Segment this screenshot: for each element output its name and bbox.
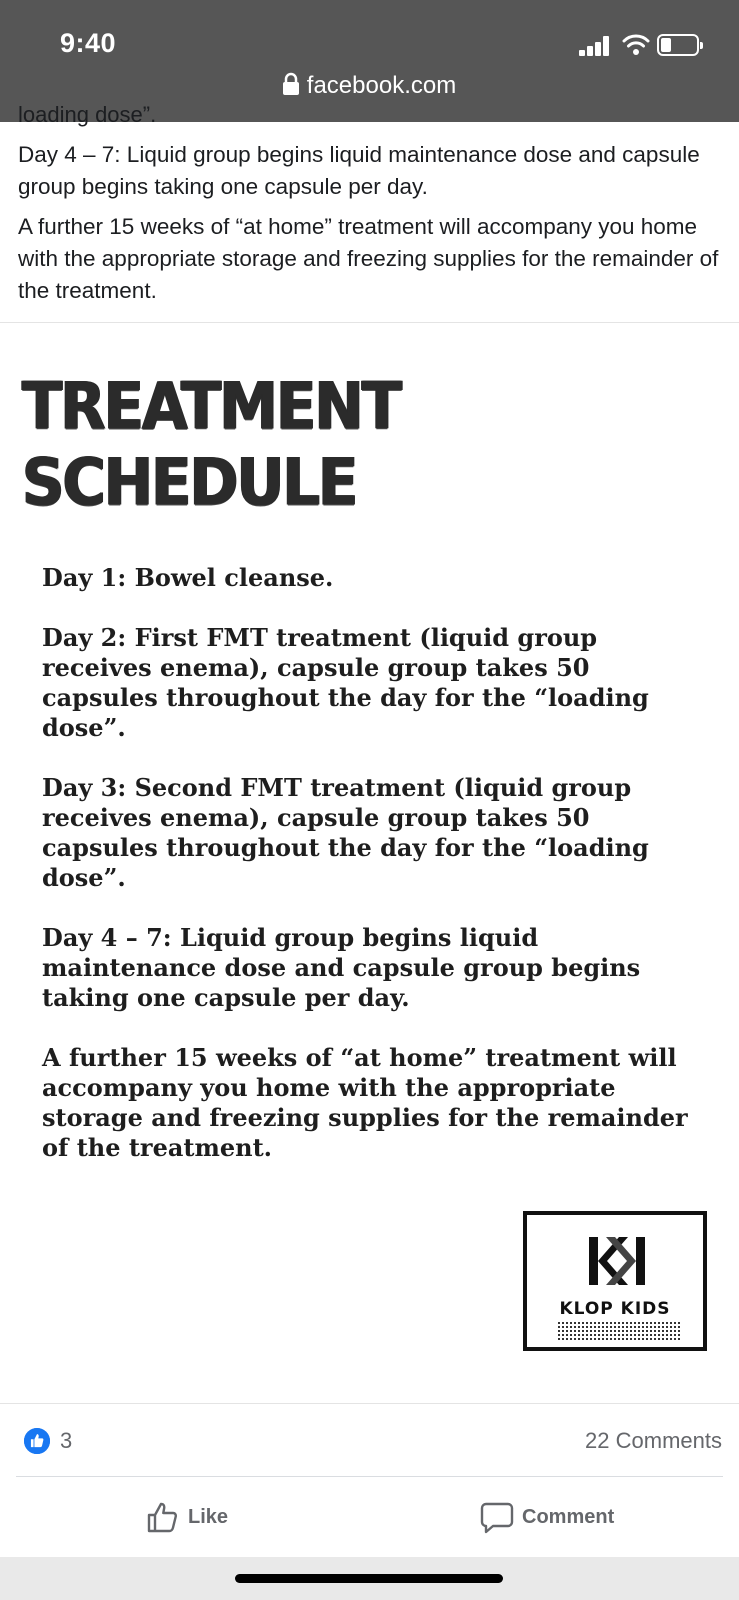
klop-kids-logo — [523, 1211, 707, 1351]
image-paragraph: Day 2: First FMT treatment (liquid group receives enema), capsule group takes 50 capsules throughout the day for the “loading dose”. — [42, 623, 649, 742]
image-paragraph: Day 1: Bowel cleanse. — [42, 563, 334, 592]
image-paragraph: Day 4 – 7: Liquid group begins liquid maintenance dose and capsule group begins taking one capsule per day. — [42, 923, 641, 1012]
comment-label: Comment — [522, 1506, 615, 1528]
image-text — [42, 563, 702, 1193]
logo-mark-icon — [589, 1237, 645, 1285]
address-bar[interactable] — [0, 72, 739, 100]
comment-icon — [480, 1500, 514, 1534]
post-actions — [0, 1500, 739, 1540]
lock-icon — [283, 73, 299, 95]
post-text — [18, 139, 723, 315]
image-paragraph: Day 3: Second FMT treatment (liquid group receives enema), capsule group takes 50 capsules throughout the day for the “loading dose”. — [42, 773, 649, 892]
home-indicator[interactable] — [235, 1574, 503, 1583]
reaction-summary[interactable] — [22, 1426, 722, 1458]
post-paragraph: A further 15 weeks of “at home” treatment will accompany you home with the appropriate storage and freezing supplies for the remainder of the treatment. — [18, 214, 719, 303]
battery-icon — [657, 34, 699, 56]
url-text: facebook.com — [306, 72, 457, 99]
status-icons — [569, 30, 709, 60]
logo-text: KLOP KIDS — [559, 1299, 671, 1319]
like-button[interactable] — [146, 1500, 266, 1536]
wifi-icon — [623, 33, 649, 57]
comments-count[interactable]: 22 Comments — [585, 1428, 722, 1453]
image-title: TREATMENT SCHEDULE — [22, 368, 400, 520]
logo-pattern — [557, 1321, 681, 1341]
like-count[interactable]: 3 — [60, 1428, 73, 1453]
bottom-toolbar — [0, 1557, 739, 1600]
clipped-text-line: loading dose”. — [18, 102, 157, 127]
divider — [16, 1476, 723, 1477]
image-paragraph: A further 15 weeks of “at home” treatment will accompany you home with the appropriate storage and freezing supplies for the remainder of the treatment. — [42, 1043, 688, 1162]
signal-icon — [579, 36, 615, 56]
clock-time: 9:40 — [60, 28, 117, 58]
like-reaction-icon — [22, 1426, 52, 1456]
comment-button[interactable] — [480, 1500, 640, 1536]
thumbs-up-icon — [146, 1500, 180, 1534]
post-paragraph: Day 4 – 7: Liquid group begins liquid maintenance dose and capsule group begins taking one capsule per day. — [18, 142, 700, 199]
post-image[interactable] — [0, 322, 739, 1404]
like-label: Like — [188, 1506, 229, 1528]
